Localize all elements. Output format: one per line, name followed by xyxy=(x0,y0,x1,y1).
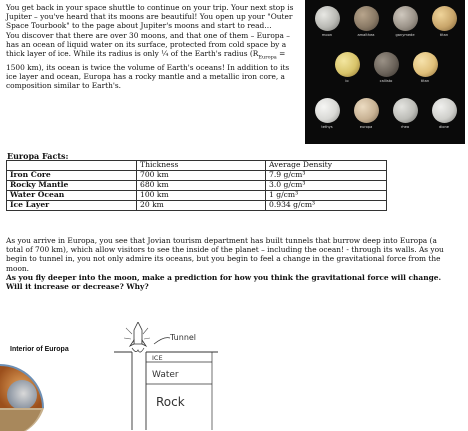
intro-paragraph-2-end: = 1500 km), its ocean is twice the volume of Earth's oceans! In addition to its ice layer and ocean, Europa has a rocky mantle and a metallic iron core, a composition similar to Earth's. xyxy=(6,49,290,91)
moon-cell xyxy=(424,6,464,37)
moon-cell xyxy=(366,52,406,83)
table-header-row xyxy=(7,161,387,171)
moon-label: io xyxy=(345,79,349,83)
table-row xyxy=(7,171,387,181)
interior-label: Interior of Europa xyxy=(10,346,69,353)
table-row xyxy=(7,201,387,211)
moon-cell xyxy=(327,52,367,83)
ice-label: ICE xyxy=(152,354,163,362)
layer-name: Rocky Mantle xyxy=(7,181,137,191)
moon-ball xyxy=(393,98,418,123)
layer-density: 0.934 g/cm³ xyxy=(266,201,387,211)
moon-label: titan xyxy=(439,33,449,37)
moon-ball xyxy=(374,52,399,77)
layer-thickness: 680 km xyxy=(137,181,266,191)
moon-cell xyxy=(385,98,425,129)
tunnel-sketch xyxy=(112,322,222,431)
rock-label: Rock xyxy=(156,395,185,409)
moon-ball xyxy=(413,52,438,77)
moon-cell xyxy=(405,52,445,83)
moons-image xyxy=(305,0,465,144)
moon-label: moon xyxy=(321,33,333,37)
tunnel-arrow xyxy=(154,338,170,344)
moon-cell xyxy=(307,98,347,129)
moon-label: tethys xyxy=(321,125,333,129)
moon-label: callisto xyxy=(379,79,393,83)
moon-label: ganymede xyxy=(395,33,415,37)
layer-thickness: 20 km xyxy=(137,201,266,211)
tunnel-label: Tunnel xyxy=(170,333,197,342)
table-header-cell: Thickness xyxy=(137,161,266,171)
core-layer xyxy=(7,380,37,410)
moon-label: europa xyxy=(359,125,373,129)
table-header-cell: Average Density xyxy=(266,161,387,171)
arrival-paragraph: As you arrive in Europa, you see that Jovian tourism department has built tunnels that burrow deep into Europa (a total of 700 km), which allow visitors to see the inside of the planet – including the ocean! - through its walls. As you begin to tunnel in, you not only admire its oceans, but you begin to feel a change in the gravitational force from the moon. xyxy=(6,236,444,273)
layer-name: Water Ocean xyxy=(7,191,137,201)
moon-label: dione xyxy=(439,125,449,129)
moon-ball xyxy=(432,98,457,123)
table-row xyxy=(7,181,387,191)
arrival-text xyxy=(6,236,456,291)
moon-label: titan xyxy=(420,79,430,83)
layer-thickness: 100 km xyxy=(137,191,266,201)
moon-cell xyxy=(424,98,464,129)
table-row xyxy=(7,191,387,201)
moon-label: rhea xyxy=(400,125,410,129)
intro-text xyxy=(6,3,302,90)
moon-cell xyxy=(385,6,425,37)
intro-paragraph-2 xyxy=(6,31,302,91)
crust-layer xyxy=(0,410,41,431)
europa-interior-diagram xyxy=(0,358,70,431)
layer-name: Ice Layer xyxy=(7,201,137,211)
moon-cell xyxy=(346,98,386,129)
moon-ball xyxy=(354,6,379,31)
intro-paragraph-2-start: You discover that there are over 30 moons, and that one of them – Europa – has an ocean of liquid water on its surface, protected from cold space by a thick layer of ice. While its radius is only ¼ of the Earth's radius (R xyxy=(6,30,290,59)
moon-ball xyxy=(315,6,340,31)
radius-subscript: Europa xyxy=(258,54,277,61)
moon-ball xyxy=(354,98,379,123)
moon-cell xyxy=(307,6,347,37)
layer-density: 7.9 g/cm³ xyxy=(266,171,387,181)
tunnel-walls xyxy=(132,352,146,430)
facts-title: Europa Facts: xyxy=(7,151,69,161)
layer-name: Iron Core xyxy=(7,171,137,181)
layer-density: 1 g/cm³ xyxy=(266,191,387,201)
moon-cell xyxy=(346,6,386,37)
facts-table xyxy=(6,160,387,211)
moon-label: amalthea xyxy=(357,33,375,37)
prediction-question: As you fly deeper into the moon, make a prediction for how you think the gravitational force will change. Will it increase or decrease? Why? xyxy=(6,272,442,292)
moon-ball xyxy=(393,6,418,31)
layer-thickness: 700 km xyxy=(137,171,266,181)
intro-paragraph-1: You get back in your space shuttle to continue on your trip. Your next stop is Jupiter – you've heard that its moons are beautiful! You open up your "Outer Space Tourbook" to the page about Jupiter's moons and start to read… xyxy=(6,3,294,31)
table-header-cell xyxy=(7,161,137,171)
water-label: Water xyxy=(152,370,179,380)
moon-ball xyxy=(432,6,457,31)
shuttle-icon xyxy=(124,322,150,352)
layer-density: 3.0 g/cm³ xyxy=(266,181,387,191)
moon-ball xyxy=(315,98,340,123)
moon-ball xyxy=(335,52,360,77)
